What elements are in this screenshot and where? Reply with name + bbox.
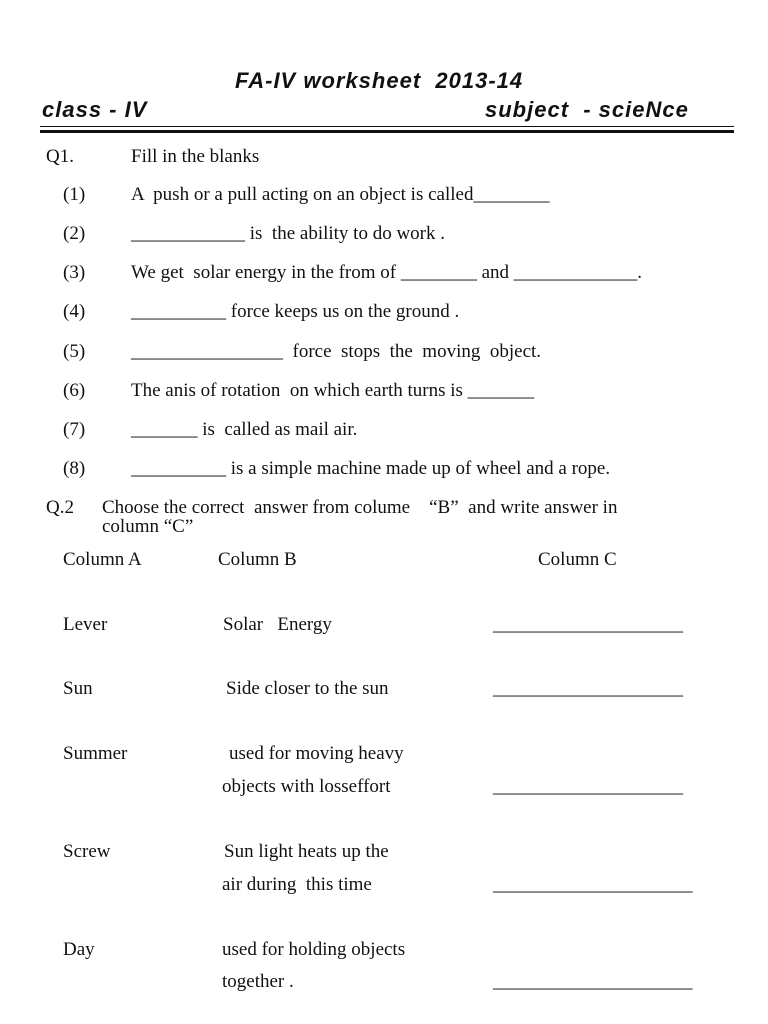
answer-blank: _____________________ [493,971,693,992]
answer-blank: ____________________ [493,614,683,635]
column-b-header: Column B [218,549,297,570]
class-label: class - IV [42,97,148,122]
column-c-header: Column C [538,549,617,570]
item-number: (5) [63,341,86,362]
column-b-cell: Solar Energy [223,614,332,635]
item-number: (7) [63,419,86,440]
question-number: Q1. [46,146,74,167]
fill-blank-item: __________ force keeps us on the ground . [131,301,460,322]
column-b-cell: used for holding objects [222,939,406,960]
question-instruction-line-1: Choose the correct answer from colume “B” and write answer in [102,497,618,518]
item-number: (2) [63,223,86,244]
fill-blank-item: ________________ force stops the moving object. [131,341,542,362]
column-a-cell: Day [63,939,95,960]
fill-blank-item: _______ is called as mail air. [131,419,358,440]
column-b-cell: Sun light heats up the [224,841,389,862]
column-b-cell: air during this time [222,874,372,895]
column-a-cell: Screw [63,841,111,862]
answer-blank: _____________________ [493,874,693,895]
column-b-cell: Side closer to the sun [226,678,389,699]
header-rule-thick [40,130,734,133]
item-number: (4) [63,301,86,322]
question-instruction-line-2: column “C” [102,516,194,537]
column-a-header: Column A [63,549,142,570]
fill-blank-item: We get solar energy in the from of ________ and _____________. [131,262,643,283]
question-heading: Fill in the blanks [131,146,260,167]
header-rule-thin [40,126,734,127]
column-b-cell: together . [222,971,294,992]
answer-blank: ____________________ [493,678,683,699]
column-b-cell: used for moving heavy [229,743,404,764]
fill-blank-item: The anis of rotation on which earth turns is _______ [131,380,535,401]
fill-blank-item: ____________ is the ability to do work . [131,223,446,244]
question-number: Q.2 [46,497,74,518]
item-number: (8) [63,458,86,479]
item-number: (3) [63,262,86,283]
worksheet-title: FA-IV worksheet 2013-14 [235,68,524,93]
column-a-cell: Sun [63,678,93,699]
subject-label: subject - scieNce [485,97,689,122]
answer-blank: ____________________ [493,776,683,797]
column-b-cell: objects with losseffort [222,776,391,797]
item-number: (1) [63,184,86,205]
column-a-cell: Lever [63,614,108,635]
column-a-cell: Summer [63,743,128,764]
fill-blank-item: __________ is a simple machine made up of wheel and a rope. [131,458,611,479]
fill-blank-item: A push or a pull acting on an object is called________ [131,184,550,205]
item-number: (6) [63,380,86,401]
